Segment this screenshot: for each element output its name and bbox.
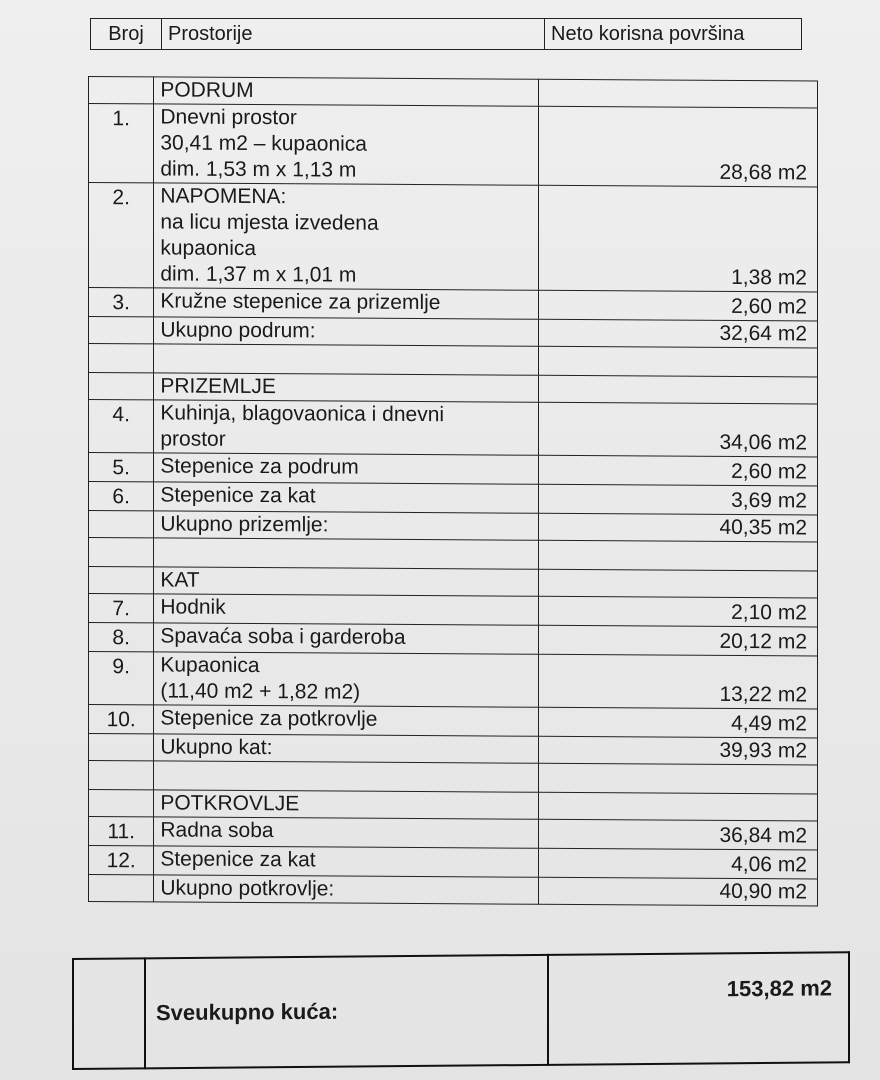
row-number: 2. xyxy=(89,183,154,288)
empty-cell xyxy=(89,734,154,761)
empty-cell xyxy=(89,567,154,594)
empty-cell xyxy=(154,538,539,569)
row-area-value: 2,60 m2 xyxy=(539,290,818,321)
row-number: 11. xyxy=(89,817,154,846)
empty-cell xyxy=(539,763,818,794)
section-total-row xyxy=(89,875,818,906)
empty-cell xyxy=(89,317,154,344)
row-description xyxy=(154,288,539,319)
row-area-value: 13,22 m2 xyxy=(539,654,818,709)
header-povrsina: Neto korisna površina xyxy=(545,19,802,50)
empty-cell xyxy=(89,77,154,104)
spacer-row xyxy=(89,538,818,571)
row-area-value: 1,38 m2 xyxy=(539,185,818,292)
row-area-value: 2,60 m2 xyxy=(539,455,818,486)
grand-total-value: 153,82 m2 xyxy=(548,952,849,1065)
description-line: na licu mjesta izvedena xyxy=(160,210,379,235)
table-row xyxy=(89,846,818,879)
row-number: 7. xyxy=(89,594,154,623)
table-row xyxy=(89,183,818,292)
description-line: Stepenice za kat xyxy=(160,847,316,872)
row-number: 8. xyxy=(89,623,154,652)
section-header-row xyxy=(89,567,818,598)
description-line: Stepenice za podrum xyxy=(160,454,359,479)
row-area-value: 2,10 m2 xyxy=(539,596,818,627)
header-table xyxy=(90,18,802,50)
description-line: NAPOMENA: xyxy=(160,184,287,209)
description-line: Spavaća soba i garderoba xyxy=(160,624,406,649)
section-total-value: 32,64 m2 xyxy=(539,319,818,348)
section-title: PRIZEMLJE xyxy=(154,373,539,402)
row-description xyxy=(154,104,539,185)
grand-total-label: Sveukupno kuća: xyxy=(145,955,548,1069)
description-line: (11,40 m2 + 1,82 m2) xyxy=(160,679,361,704)
header-prostorije: Prostorije xyxy=(162,19,545,50)
row-area-value: 3,69 m2 xyxy=(539,484,818,515)
description-line: prostor xyxy=(160,427,226,451)
row-number: 6. xyxy=(89,482,154,511)
section-total-value: 40,90 m2 xyxy=(539,877,818,906)
description-line: Kuhinja, blagovaonica i dnevni xyxy=(160,401,445,427)
empty-cell xyxy=(89,538,154,567)
empty-cell xyxy=(539,79,818,108)
grand-total-table xyxy=(72,951,850,1070)
table-row xyxy=(89,705,818,738)
row-description xyxy=(154,817,539,848)
row-number: 12. xyxy=(89,846,154,875)
row-number: 9. xyxy=(89,652,154,705)
row-description xyxy=(154,482,539,513)
description-line: Kružne stepenice za prizemlje xyxy=(160,289,441,315)
table-row xyxy=(89,104,818,187)
description-line: Radna soba xyxy=(160,818,274,843)
row-number: 4. xyxy=(89,400,154,453)
empty-cell xyxy=(539,540,818,571)
table-row xyxy=(89,288,818,321)
row-area-value: 34,06 m2 xyxy=(539,402,818,457)
row-description xyxy=(154,705,539,736)
section-header-row xyxy=(89,77,818,108)
description-line: dim. 1,37 m x 1,01 m xyxy=(160,262,357,287)
row-number: 3. xyxy=(89,288,154,317)
description-line: dim. 1,53 m x 1,13 m xyxy=(160,157,357,182)
empty-cell xyxy=(539,346,818,377)
section-total-label: Ukupno prizemlje: xyxy=(154,511,539,540)
empty-cell xyxy=(89,344,154,373)
row-description xyxy=(154,846,539,877)
row-area-value: 4,49 m2 xyxy=(539,707,818,738)
section-total-label: Ukupno potkrovlje: xyxy=(154,875,539,904)
row-number: 10. xyxy=(89,705,154,734)
section-total-row xyxy=(89,317,818,348)
row-description xyxy=(154,652,539,707)
section-title: KAT xyxy=(154,567,539,596)
section-total-label: Ukupno podrum: xyxy=(154,317,539,346)
section-total-value: 40,35 m2 xyxy=(539,513,818,542)
row-description xyxy=(154,400,539,455)
section-total-row xyxy=(89,734,818,765)
description-line: Dnevni prostor xyxy=(160,105,297,130)
table-row xyxy=(89,453,818,486)
section-header-row xyxy=(89,373,818,404)
section-header-row xyxy=(89,790,818,821)
table-row xyxy=(89,594,818,627)
area-table xyxy=(88,76,818,906)
description-line: kupaonica xyxy=(160,236,257,261)
description-line: Kupaonica xyxy=(160,653,260,678)
row-description xyxy=(154,594,539,625)
empty-cell xyxy=(89,373,154,400)
row-area-value: 36,84 m2 xyxy=(539,819,818,850)
section-total-label: Ukupno kat: xyxy=(154,734,539,763)
empty-cell xyxy=(539,792,818,821)
description-line: Stepenice za potkrovlje xyxy=(160,706,378,731)
empty-cell xyxy=(539,569,818,598)
header-broj: Broj xyxy=(91,19,162,50)
section-title: PODRUM xyxy=(154,77,539,106)
description-line: 30,41 m2 – kupaonica xyxy=(160,131,367,156)
empty-cell xyxy=(89,875,154,902)
row-number: 1. xyxy=(89,104,154,183)
row-description xyxy=(154,183,539,290)
row-number: 5. xyxy=(89,453,154,482)
empty-cell xyxy=(539,375,818,404)
spacer-row xyxy=(89,761,818,794)
empty-cell xyxy=(89,761,154,790)
empty-cell xyxy=(89,511,154,538)
table-row xyxy=(89,623,818,656)
description-line: Hodnik xyxy=(160,595,226,619)
row-area-value: 28,68 m2 xyxy=(539,106,818,187)
row-area-value: 20,12 m2 xyxy=(539,625,818,656)
table-row xyxy=(89,400,818,457)
empty-cell xyxy=(154,761,539,792)
table-row xyxy=(89,652,818,709)
empty-cell xyxy=(89,790,154,817)
row-description xyxy=(154,453,539,484)
table-row xyxy=(89,817,818,850)
grand-total-empty-cell xyxy=(73,958,145,1069)
row-area-value: 4,06 m2 xyxy=(539,848,818,879)
section-title: POTKROVLJE xyxy=(154,790,539,819)
description-line: Stepenice za kat xyxy=(160,483,316,508)
spacer-row xyxy=(89,344,818,377)
section-total-value: 39,93 m2 xyxy=(539,736,818,765)
table-row xyxy=(89,482,818,515)
empty-cell xyxy=(154,344,539,375)
section-total-row xyxy=(89,511,818,542)
row-description xyxy=(154,623,539,654)
